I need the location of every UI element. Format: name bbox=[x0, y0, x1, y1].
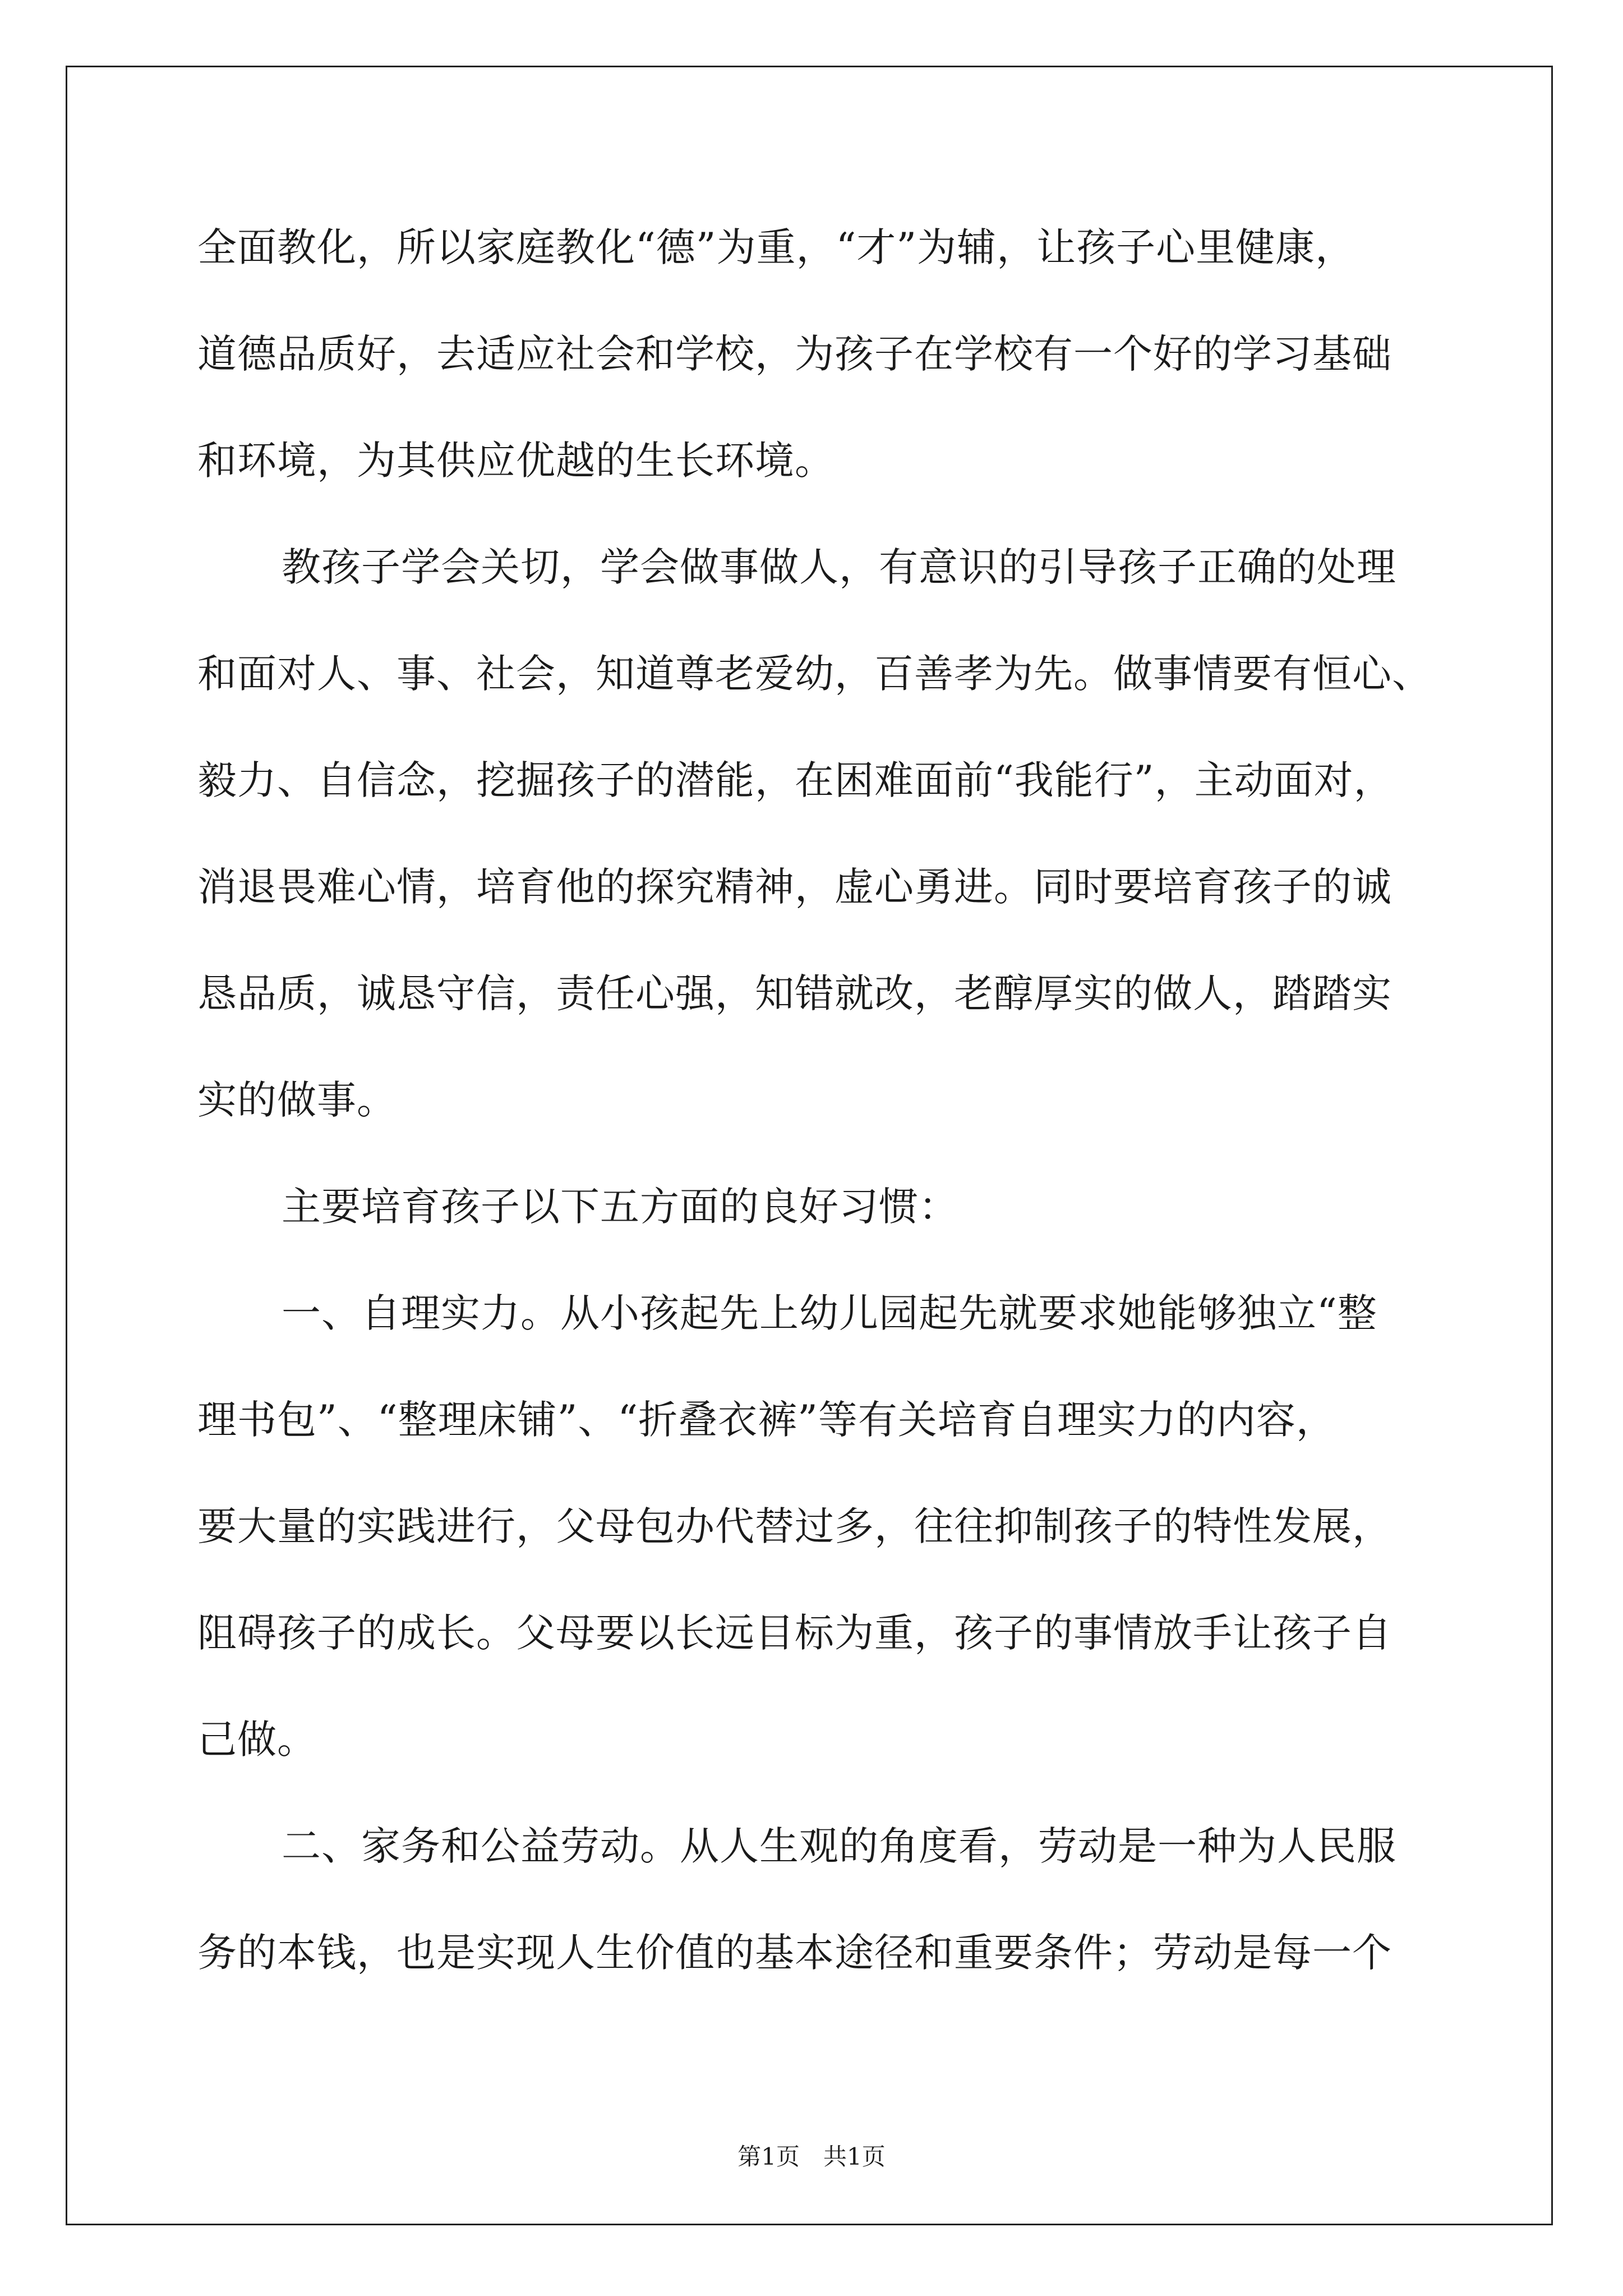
text-line: 理书包”、“整理床铺”、“折叠衣裤”等有关培育自理实力的内容， bbox=[197, 1397, 1336, 1443]
text-line: 道德品质好，去适应社会和学校，为孩子在学校有一个好的学习基础 bbox=[197, 331, 1392, 377]
text-line: 一、自理实力。从小孩起先上幼儿园起先就要求她能够独立“整 bbox=[282, 1290, 1377, 1336]
text-line: 教孩子学会关切，学会做事做人，有意识的引导孩子正确的处理 bbox=[282, 544, 1396, 590]
text-line: 毅力、自信念，挖掘孩子的潜能，在困难面前“我能行”，主动面对， bbox=[197, 757, 1394, 803]
text-line: 二、家务和公益劳动。从人生观的角度看，劳动是一种为人民服 bbox=[282, 1823, 1396, 1869]
page-number-footer: 第1页 共1页 bbox=[737, 2143, 886, 2170]
document-body bbox=[197, 211, 1434, 2023]
text-line: 全面教化，所以家庭教化“德”为重，“才”为辅，让孩子心里健康， bbox=[197, 224, 1355, 270]
text-line: 和环境，为其供应优越的生长环境。 bbox=[197, 438, 834, 484]
text-line: 阻碍孩子的成长。父母要以长远目标为重，孩子的事情放手让孩子自 bbox=[197, 1610, 1392, 1656]
text-line: 要大量的实践进行，父母包办代替过多，往往抑制孩子的特性发展， bbox=[197, 1503, 1392, 1549]
text-line: 务的本钱，也是实现人生价值的基本途径和重要条件；劳动是每一个 bbox=[197, 1930, 1392, 1976]
text-line: 实的做事。 bbox=[197, 1077, 396, 1123]
text-line: 主要培育孩子以下五方面的良好习惯： bbox=[282, 1184, 958, 1230]
text-line: 恳品质，诚恳守信，责任心强，知错就改，老醇厚实的做人，踏踏实 bbox=[197, 970, 1392, 1016]
text-line: 消退畏难心情，培育他的探究精神，虚心勇进。同时要培育孩子的诚 bbox=[197, 864, 1392, 910]
text-line: 己做。 bbox=[197, 1717, 317, 1763]
text-line: 和面对人、事、社会，知道尊老爱幼，百善孝为先。做事情要有恒心、 bbox=[197, 651, 1432, 697]
